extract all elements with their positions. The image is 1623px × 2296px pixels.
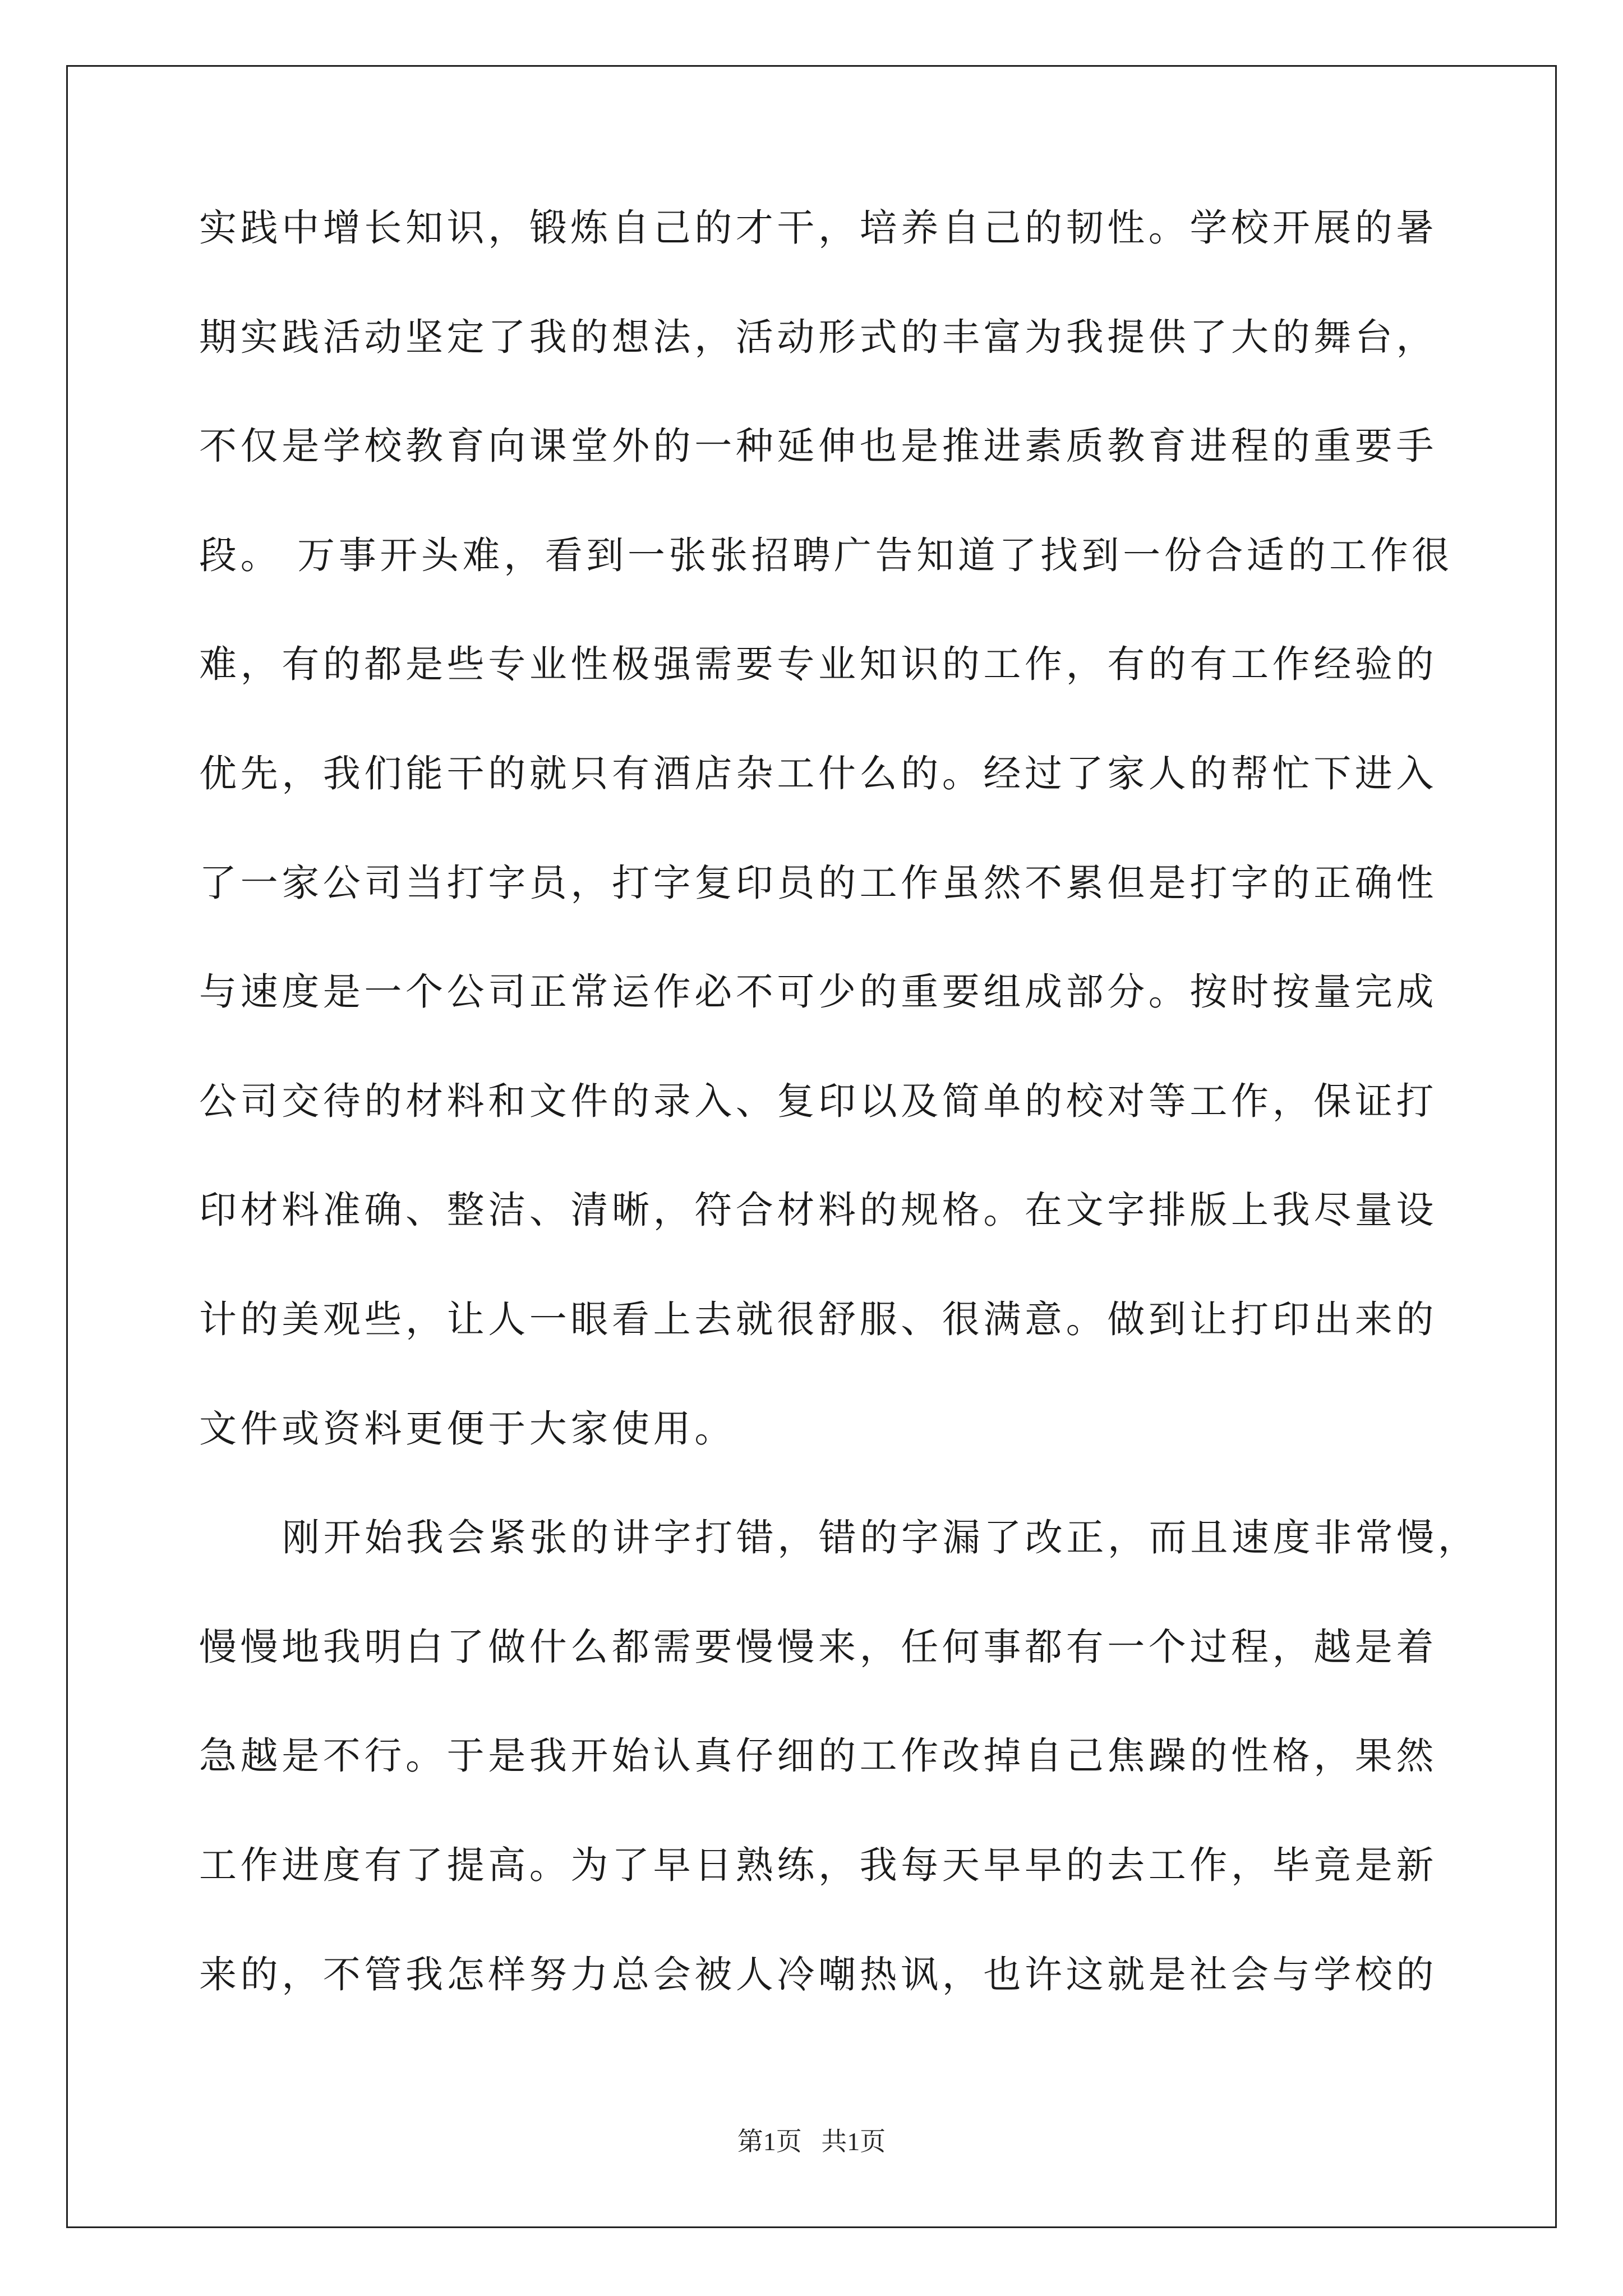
paragraph-line: 期实践活动坚定了我的想法，活动形式的丰富为我提供了大的舞台， xyxy=(199,315,1437,359)
paragraph-line: 来的，不管我怎样努力总会被人冷嘲热讽，也许这就是社会与学校的 xyxy=(199,1952,1437,1996)
paragraph-line: 难，有的都是些专业性极强需要专业知识的工作，有的有工作经验的 xyxy=(199,642,1437,687)
paragraph-line: 优先，我们能干的就只有酒店杂工什么的。经过了家人的帮忙下进入 xyxy=(199,751,1437,795)
paragraph-line: 了一家公司当打字员，打字复印员的工作虽然不累但是打字的正确性 xyxy=(199,861,1437,905)
paragraph-line: 慢慢地我明白了做什么都需要慢慢来，任何事都有一个过程，越是着 xyxy=(199,1625,1437,1669)
paragraph-line: 计的美观些，让人一眼看上去就很舒服、很满意。做到让打印出来的 xyxy=(199,1297,1437,1341)
page-number-footer: 第1页 共1页 xyxy=(737,2127,886,2156)
paragraph-line: 段。 万事开头难，看到一张张招聘广告知道了找到一份合适的工作很 xyxy=(199,533,1453,577)
paragraph-line: 公司交待的材料和文件的录入、复印以及简单的校对等工作，保证打 xyxy=(199,1079,1437,1123)
paragraph-line: 与速度是一个公司正常运作必不可少的重要组成部分。按时按量完成 xyxy=(199,970,1437,1014)
paragraph-line: 刚开始我会紧张的讲字打错，错的字漏了改正，而且速度非常慢， xyxy=(282,1516,1479,1560)
paragraph-line: 急越是不行。于是我开始认真仔细的工作改掉自己焦躁的性格，果然 xyxy=(199,1734,1437,1778)
paragraph-line: 印材料准确、整洁、清晰，符合材料的规格。在文字排版上我尽量设 xyxy=(199,1188,1437,1232)
document-body xyxy=(199,206,1479,2065)
paragraph-line: 文件或资料更便于大家使用。 xyxy=(199,1406,736,1451)
paragraph-line: 工作进度有了提高。为了早日熟练，我每天早早的去工作，毕竟是新 xyxy=(199,1843,1437,1887)
paragraph-line: 实践中增长知识，锻炼自己的才干，培养自己的韧性。学校开展的暑 xyxy=(199,206,1437,250)
paragraph-line: 不仅是学校教育向课堂外的一种延伸也是推进素质教育进程的重要手 xyxy=(199,424,1437,468)
